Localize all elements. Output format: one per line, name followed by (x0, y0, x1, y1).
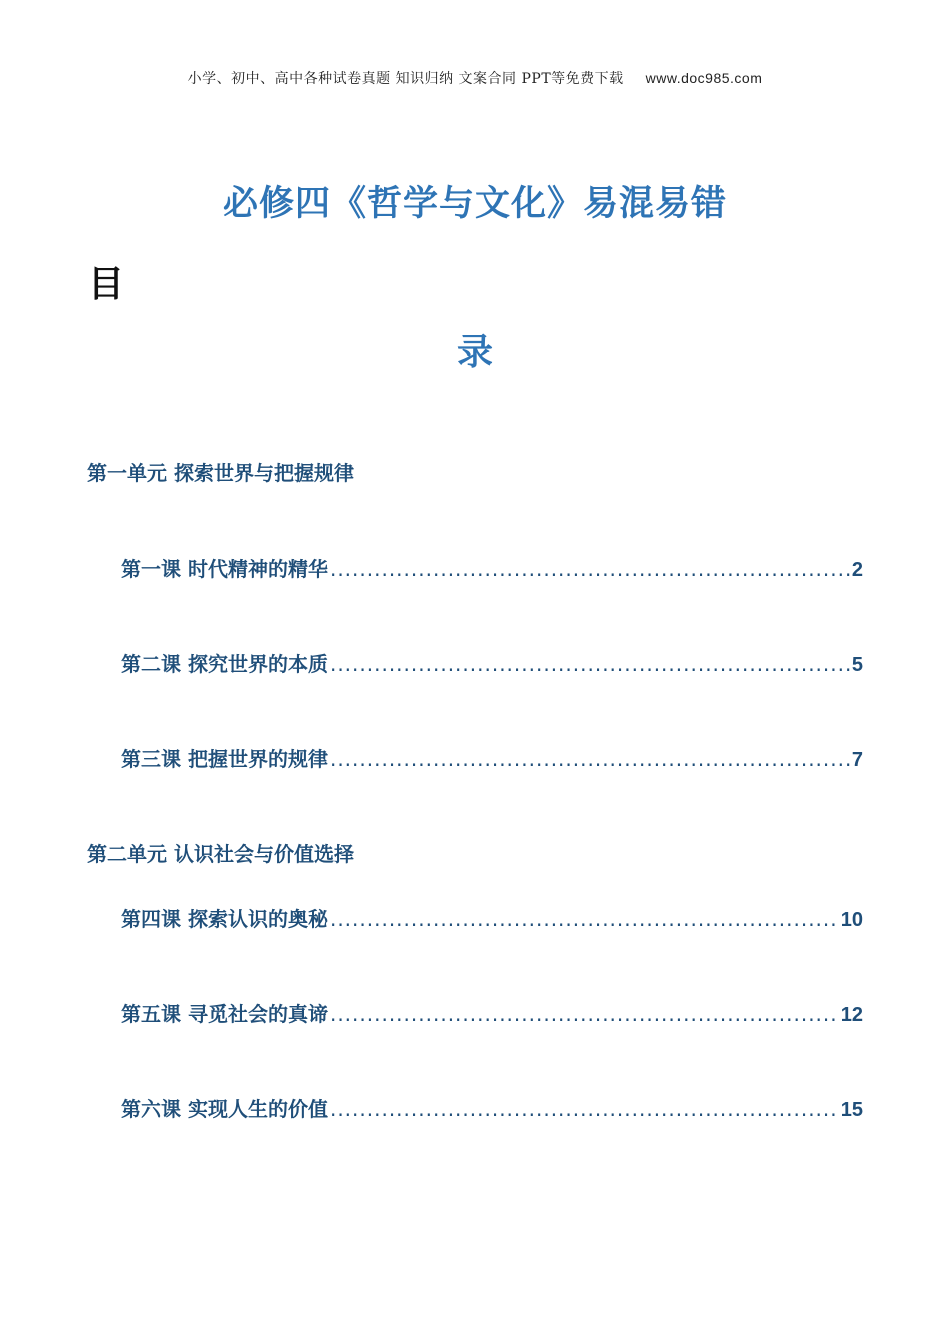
header-site-link[interactable]: www.doc985.com (645, 70, 763, 86)
toc-entry-label: 第二课 探究世界的本质 (121, 652, 328, 676)
toc-entry[interactable] (121, 553, 863, 582)
toc-entry-page: 12 (840, 1004, 863, 1026)
toc-unit-2[interactable]: 第二单元 认识社会与价值选择 (87, 842, 354, 866)
toc-entry-label: 第五课 寻觅社会的真谛 (121, 1002, 328, 1026)
toc-unit-1[interactable]: 第一单元 探索世界与把握规律 (87, 461, 354, 485)
dot-leader (330, 907, 839, 931)
dot-leader (330, 747, 850, 771)
toc-entry-page: 7 (851, 749, 863, 771)
toc-entry-label: 第四课 探索认识的奥秘 (121, 907, 328, 931)
toc-entry-label: 第六课 实现人生的价值 (121, 1097, 328, 1121)
toc-entry-page: 5 (851, 654, 863, 676)
toc-entry[interactable] (121, 903, 863, 932)
toc-heading-first-char: 目 (88, 264, 125, 305)
toc-heading-second-char: 录 (456, 332, 493, 373)
toc-entry[interactable] (121, 743, 863, 772)
toc-entry-page: 10 (840, 909, 863, 931)
toc-entry-label: 第三课 把握世界的规律 (121, 747, 328, 771)
toc-entry-page: 2 (851, 559, 863, 581)
toc-entry[interactable] (121, 998, 863, 1027)
dot-leader (330, 1097, 839, 1121)
document-title: 必修四《哲学与文化》易混易错 (222, 184, 727, 224)
toc-entry-page: 15 (840, 1099, 863, 1121)
toc-entry-label: 第一课 时代精神的精华 (121, 557, 328, 581)
header-text: 小学、初中、高中各种试卷真题 知识归纳 文案合同 PPT等免费下载 (187, 71, 624, 87)
dot-leader (330, 1002, 839, 1026)
page-header (0, 68, 950, 88)
toc-entry[interactable] (121, 648, 863, 677)
toc-entry[interactable] (121, 1093, 863, 1122)
dot-leader (330, 557, 850, 581)
dot-leader (330, 652, 850, 676)
